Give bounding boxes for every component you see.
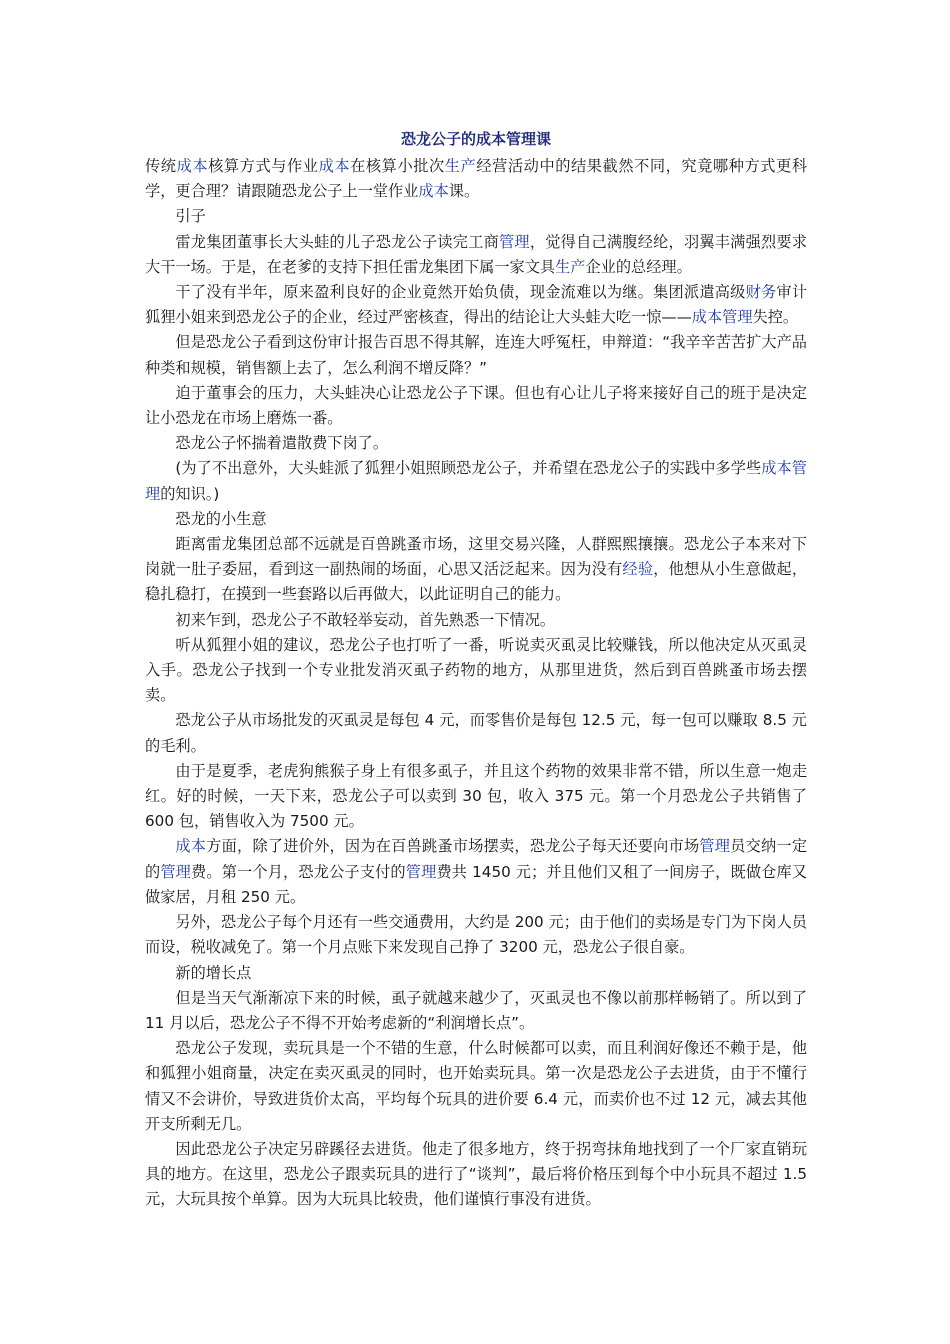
keyword-link[interactable]: 成本	[318, 157, 351, 175]
paragraph-text: ，觉得自己满腹经纶，羽翼丰满强烈要求大干一场。于是，在老爹的支持下担任雷龙集团下属一家文具	[145, 232, 808, 276]
paragraph-text: 距离雷龙集团总部不远就是百兽跳蚤市场，这里交易兴隆，人群熙熙攘攘。恐龙公子本来对下岗就一肚子委屈，看到这一副热闹的场面，心思又活泛起来。因为没有	[145, 535, 807, 579]
paragraph	[145, 910, 807, 960]
paragraph	[145, 961, 807, 986]
paragraph-text: 恐龙公子怀揣着遣散费下岗了。	[175, 434, 389, 453]
keyword-link[interactable]: 成本管理	[145, 459, 807, 503]
keyword-link[interactable]: 成本	[418, 182, 449, 201]
paragraph-text: 另外，恐龙公子每个月还有一些交通费用，大约是 200 元；由于他们的卖场是专门为下岗人员而设，税收减免了。第一个月点账下来发现自己挣了 3200 元，恐龙公子很自豪。	[145, 913, 807, 957]
paragraph	[145, 204, 807, 229]
keyword-link[interactable]: 管理	[160, 862, 192, 881]
paragraph	[145, 986, 807, 1036]
paragraph-text: 方面，除了进价外，因为在百兽跳蚤市场摆卖，恐龙公子每天还要向市场	[206, 837, 700, 856]
paragraph-text: 迫于董事会的压力，大头蛙决心让恐龙公子下课。但也有心让儿子将来接好自己的班于是决定让小恐龙在市场上磨炼一番。	[145, 383, 807, 428]
paragraph	[145, 381, 807, 431]
keyword-link[interactable]: 生产	[444, 157, 477, 175]
paragraph-text: 初来乍到，恐龙公子不敢轻举妄动，首先熟悉一下情况。	[175, 610, 556, 629]
paragraph-text: 恐龙公子从市场批发的灭虱灵是每包 4 元，而零售价是每包 12.5 元，每一包可以赚取 8.5 元的毛利。	[145, 711, 807, 755]
keyword-link[interactable]: 管理	[405, 862, 437, 881]
keyword-link[interactable]: 经验	[622, 560, 654, 579]
paragraph-text: 因此恐龙公子决定另辟蹊径去进货。他走了很多地方，终于拐弯抹角地找到了一个厂家直销玩具的地方。在这里，恐龙公子跟卖玩具的进行了“谈判”，最后将价格压到每个中小玩具不超过 1.5 元，大玩具按个单算。因为大玩具比较贵，他们谨慎行事没有进货。	[145, 1139, 807, 1209]
paragraph	[145, 608, 807, 633]
paragraph-text: 雷龙集团董事长大头蛙的儿子恐龙公子读完工商	[175, 232, 500, 251]
paragraph-text: 干了没有半年，原来盈利良好的企业竟然开始负债，现金流难以为继。集团派遣高级	[175, 283, 746, 302]
paragraph	[145, 431, 807, 456]
keyword-link[interactable]: 成本	[175, 837, 207, 856]
paragraph-text: 费。第一个月，恐龙公子支付的	[191, 862, 406, 881]
keyword-link[interactable]: 管理	[499, 232, 530, 251]
paragraph-text: 课。	[448, 182, 480, 201]
paragraph	[145, 280, 807, 330]
keyword-link[interactable]: 成本	[176, 157, 209, 175]
keyword-link[interactable]: 成本管理	[691, 308, 753, 327]
paragraph-text: 企业的总经理。	[585, 257, 692, 276]
paragraph-text: 在核算小批次	[350, 157, 445, 175]
paragraph-text: 新的增长点	[175, 963, 252, 982]
paragraph	[145, 834, 807, 910]
paragraph	[145, 154, 807, 204]
paragraph-text: 听从狐狸小姐的建议，恐龙公子也打听了一番，听说卖灭虱灵比较赚钱，所以他决定从灭虱灵入手。恐龙公子找到一个专业批发消灭虱子药物的地方，从那里进货，然后到百兽跳蚤市场去摆卖。	[145, 635, 807, 705]
paragraph	[145, 633, 807, 709]
paragraph	[145, 330, 807, 380]
paragraph	[145, 759, 807, 835]
document-page	[145, 124, 807, 1213]
paragraph	[145, 708, 807, 758]
paragraph	[145, 1137, 807, 1213]
paragraph-text: 引子	[175, 207, 206, 226]
paragraph-text: 但是当天气渐渐凉下来的时候，虱子就越来越少了，灭虱灵也不像以前那样畅销了。所以到了 11 月以后，恐龙公子不得不开始考虑新的“利润增长点”。	[145, 988, 807, 1032]
paragraph-text: (为了不出意外，大头蛙派了狐狸小姐照顾恐龙公子，并希望在恐龙公子的实践中多学些	[175, 459, 762, 478]
paragraph-text: 传统	[145, 157, 177, 175]
paragraph-text: 但是恐龙公子看到这份审计报告百思不得其解，连连大呼冤枉，申辩道：“我辛辛苦苦扩大产品种类和规模，销售额上去了，怎么利润不增反降？”	[145, 333, 807, 377]
paragraph-text: 恐龙公子发现，卖玩具是一个不错的生意，什么时候都可以卖，而且利润好像还不赖于是，他和狐狸小姐商量，决定在卖灭虱灵的同时，也开始卖玩具。第一次是恐龙公子去进货，由于不懂行情又不会讲价，导致进货价太高，平均每个玩具的进价要 6.4 元，而卖价也不过 12 元，减去其他开支所剩无几。	[145, 1039, 807, 1133]
paragraph	[145, 1036, 807, 1137]
keyword-link[interactable]: 财务	[745, 283, 777, 302]
paragraph	[145, 507, 807, 532]
keyword-link[interactable]: 生产	[555, 257, 586, 276]
paragraph-text: 的知识。)	[160, 484, 220, 503]
paragraph-text: 员交纳一定的	[145, 837, 808, 881]
paragraph-text: 审计狐狸小姐来到恐龙公子的企业，经过严密核查，得出的结论让大头蛙大吃一惊——	[145, 283, 808, 327]
paragraph	[145, 456, 807, 506]
paragraph	[145, 230, 807, 280]
paragraph-text: 费共 1450 元；并且他们又租了一间房子，既做仓库又做家居，月租 250 元。	[145, 862, 808, 906]
document-title: 恐龙公子的成本管理课	[400, 130, 551, 148]
paragraph-text: ，他想从小生意做起，稳扎稳打，在摸到一些套路以后再做大，以此证明自己的能力。	[145, 560, 808, 604]
keyword-link[interactable]: 管理	[699, 837, 731, 856]
paragraph-text: 由于是夏季，老虎狗熊猴子身上有很多虱子，并且这个药物的效果非常不错，所以生意一炮走红。好的时候，一天下来，恐龙公子可以卖到 30 包，收入 375 元。第一个月恐龙公子共销售了 600 包，销售收入为 7500 元。	[145, 761, 807, 831]
paragraph-text: 恐龙的小生意	[175, 509, 267, 528]
paragraph-text: 经营活动中的结果截然不同，究竟哪种方式更科学，更合理？请跟随恐龙公子上一堂作业	[145, 157, 808, 201]
document-body	[145, 154, 807, 1213]
paragraph	[145, 532, 807, 608]
paragraph-text: 失控。	[752, 308, 799, 327]
paragraph-text: 核算方式与作业	[208, 157, 319, 175]
